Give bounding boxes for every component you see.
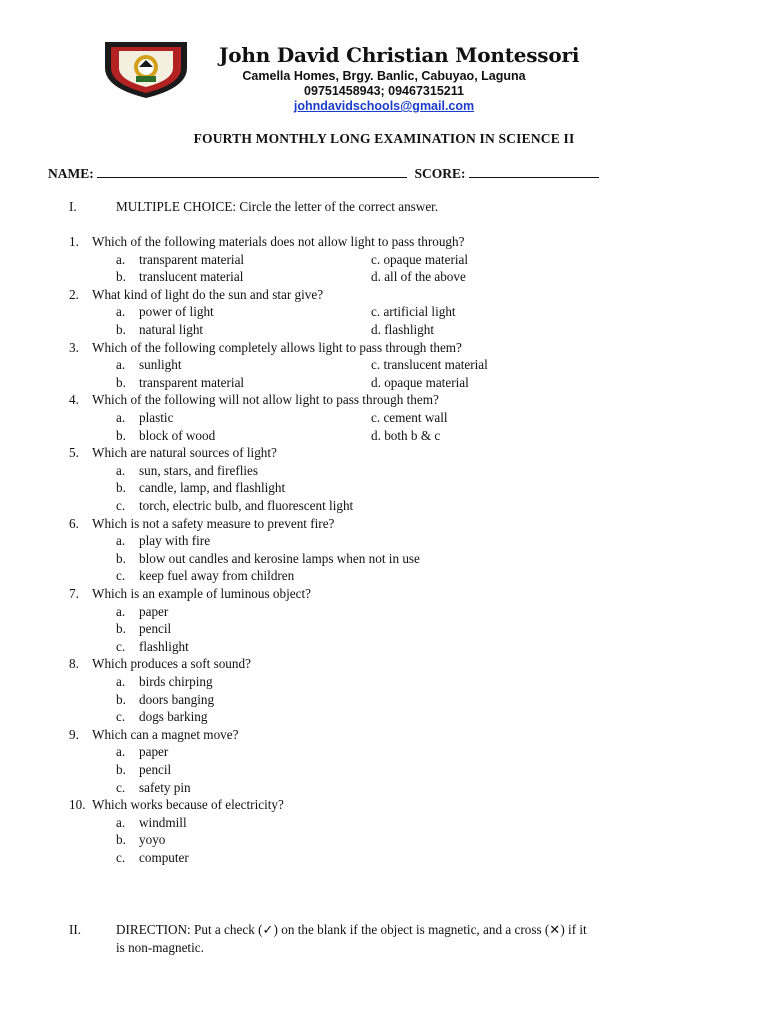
option-d[interactable]: d. opaque material bbox=[371, 374, 469, 390]
option-a[interactable] bbox=[116, 463, 258, 479]
question-2 bbox=[69, 287, 323, 303]
question-number: 5. bbox=[69, 445, 79, 461]
option-a[interactable] bbox=[116, 410, 173, 426]
question-9 bbox=[69, 727, 238, 743]
option-c[interactable] bbox=[116, 709, 208, 725]
option-text: sunlight bbox=[139, 357, 182, 373]
question-number: 7. bbox=[69, 586, 79, 601]
option-text: candle, lamp, and flashlight bbox=[139, 480, 286, 496]
option-letter: c. bbox=[116, 568, 126, 584]
option-text: transparent material bbox=[139, 251, 245, 267]
question-text: Which of the following completely allows light to pass through them? bbox=[92, 339, 462, 355]
question-text: Which is not a safety measure to prevent fire? bbox=[92, 515, 335, 531]
option-letter: c. bbox=[116, 709, 126, 725]
option-c[interactable]: c. translucent material bbox=[371, 357, 488, 373]
option-text: power of light bbox=[139, 304, 214, 320]
option-d[interactable]: d. flashlight bbox=[371, 322, 435, 337]
option-b[interactable] bbox=[116, 832, 165, 848]
option-c[interactable] bbox=[116, 498, 353, 514]
school-phones: 09751458943; 09467315211 bbox=[304, 84, 464, 98]
option-b[interactable] bbox=[116, 428, 215, 444]
question-1 bbox=[69, 234, 464, 250]
question-text: Which are natural sources of light? bbox=[92, 445, 277, 461]
school-logo bbox=[103, 38, 189, 100]
question-text: Which is an example of luminous object? bbox=[92, 586, 311, 601]
option-letter: b. bbox=[116, 550, 126, 566]
option-letter: a. bbox=[116, 814, 126, 830]
option-letter: b. bbox=[116, 691, 126, 707]
section2-number: II. bbox=[69, 922, 82, 937]
option-letter: b. bbox=[116, 427, 126, 443]
option-text: block of wood bbox=[139, 427, 216, 443]
option-letter: b. bbox=[116, 832, 126, 848]
option-b[interactable] bbox=[116, 762, 171, 778]
section1-number: I. bbox=[69, 199, 77, 214]
question-text: Which works because of electricity? bbox=[92, 797, 284, 813]
question-number: 10. bbox=[69, 797, 86, 813]
question-number: 1. bbox=[69, 234, 79, 249]
option-d[interactable]: d. all of the above bbox=[371, 269, 466, 285]
option-letter: b. bbox=[116, 480, 126, 496]
option-text: plastic bbox=[139, 410, 174, 425]
option-b[interactable] bbox=[116, 269, 243, 285]
option-letter: a. bbox=[116, 603, 126, 619]
option-text: keep fuel away from children bbox=[139, 568, 295, 584]
question-number: 4. bbox=[69, 392, 79, 408]
option-b[interactable] bbox=[116, 692, 214, 708]
exam-title: FOURTH MONTHLY LONG EXAMINATION IN SCIENCE II bbox=[193, 131, 575, 146]
section2-direction-line1: DIRECTION: Put a check (✓) on the blank if the object is magnetic, and a cross (✕) if it bbox=[116, 922, 587, 937]
option-text: play with fire bbox=[139, 533, 211, 549]
question-8 bbox=[69, 656, 251, 672]
option-text: blow out candles and kerosine lamps when not in use bbox=[139, 550, 420, 566]
name-blank[interactable] bbox=[97, 165, 407, 178]
option-b[interactable] bbox=[116, 480, 285, 496]
option-a[interactable] bbox=[116, 533, 210, 549]
option-a[interactable] bbox=[116, 815, 187, 831]
option-text: windmill bbox=[139, 814, 187, 830]
question-text: What kind of light do the sun and star give? bbox=[92, 286, 324, 302]
option-a[interactable] bbox=[116, 304, 214, 320]
option-letter: b. bbox=[116, 322, 126, 337]
option-text: natural light bbox=[139, 322, 204, 337]
option-d[interactable]: d. both b & c bbox=[371, 427, 441, 443]
option-text: flashlight bbox=[139, 638, 189, 654]
option-text: pencil bbox=[139, 762, 172, 777]
section2-direction-line2: is non-magnetic. bbox=[116, 940, 204, 955]
question-number: 6. bbox=[69, 515, 79, 531]
question-6 bbox=[69, 516, 334, 532]
option-text: dogs barking bbox=[139, 709, 208, 725]
question-7 bbox=[69, 586, 311, 602]
option-text: safety pin bbox=[139, 779, 191, 795]
option-text: yoyo bbox=[139, 832, 166, 848]
option-c[interactable]: c. artificial light bbox=[371, 304, 456, 320]
name-label: NAME: bbox=[48, 166, 94, 181]
option-text: torch, electric bulb, and fluorescent light bbox=[139, 498, 354, 513]
option-c[interactable]: c. opaque material bbox=[371, 251, 469, 267]
option-c[interactable] bbox=[116, 850, 189, 866]
option-b[interactable] bbox=[116, 375, 244, 391]
question-10 bbox=[69, 797, 284, 813]
score-label: SCORE: bbox=[414, 166, 466, 181]
question-number: 2. bbox=[69, 286, 79, 302]
option-c[interactable] bbox=[116, 568, 294, 584]
option-letter: a. bbox=[116, 744, 126, 760]
option-letter: a. bbox=[116, 251, 126, 267]
option-text: transparent material bbox=[139, 374, 245, 390]
option-a[interactable] bbox=[116, 674, 213, 690]
question-text: Which of the following will not allow light to pass through them? bbox=[92, 392, 439, 408]
option-letter: a. bbox=[116, 304, 126, 320]
question-number: 3. bbox=[69, 339, 79, 355]
option-a[interactable] bbox=[116, 604, 168, 620]
option-c[interactable] bbox=[116, 639, 189, 655]
option-letter: b. bbox=[116, 374, 126, 390]
option-letter: a. bbox=[116, 462, 126, 478]
question-text: Which of the following materials does not allow light to pass through? bbox=[92, 234, 465, 249]
option-text: sun, stars, and fireflies bbox=[139, 462, 259, 478]
option-text: pencil bbox=[139, 621, 172, 637]
question-text: Which can a magnet move? bbox=[92, 726, 239, 742]
option-text: paper bbox=[139, 603, 169, 619]
option-letter: b. bbox=[116, 269, 126, 285]
option-letter: a. bbox=[116, 674, 126, 689]
option-letter: a. bbox=[116, 357, 126, 373]
section1-instruction: MULTIPLE CHOICE: Circle the letter of the correct answer. bbox=[116, 199, 439, 214]
option-letter: b. bbox=[116, 762, 126, 777]
question-4 bbox=[69, 392, 439, 408]
school-address: Camella Homes, Brgy. Banlic, Cabuyao, Laguna bbox=[242, 69, 526, 83]
option-letter: c. bbox=[116, 638, 126, 654]
question-3 bbox=[69, 340, 462, 356]
name-score-line bbox=[48, 165, 599, 182]
option-text: computer bbox=[139, 850, 189, 865]
option-text: paper bbox=[139, 744, 169, 760]
option-text: translucent material bbox=[139, 269, 244, 285]
school-email-link[interactable]: johndavidschools@gmail.com bbox=[293, 99, 475, 113]
option-letter: b. bbox=[116, 621, 126, 637]
question-number: 9. bbox=[69, 726, 79, 742]
question-text: Which produces a soft sound? bbox=[92, 656, 251, 672]
option-letter: c. bbox=[116, 498, 126, 513]
option-b[interactable] bbox=[116, 551, 420, 567]
option-b[interactable] bbox=[116, 322, 203, 338]
option-letter: a. bbox=[116, 410, 126, 425]
option-letter: c. bbox=[116, 850, 126, 865]
option-letter: c. bbox=[116, 779, 126, 795]
option-a[interactable] bbox=[116, 357, 182, 373]
option-c[interactable] bbox=[116, 780, 191, 796]
score-blank[interactable] bbox=[469, 165, 599, 178]
option-a[interactable] bbox=[116, 744, 168, 760]
school-name: John David Christian Montessori bbox=[219, 43, 580, 67]
option-text: doors banging bbox=[139, 691, 215, 707]
option-b[interactable] bbox=[116, 621, 171, 637]
question-5 bbox=[69, 445, 277, 461]
question-number: 8. bbox=[69, 656, 79, 672]
option-text: birds chirping bbox=[139, 674, 213, 689]
option-a[interactable] bbox=[116, 252, 244, 268]
option-c[interactable]: c. cement wall bbox=[371, 410, 448, 425]
option-letter: a. bbox=[116, 533, 126, 549]
